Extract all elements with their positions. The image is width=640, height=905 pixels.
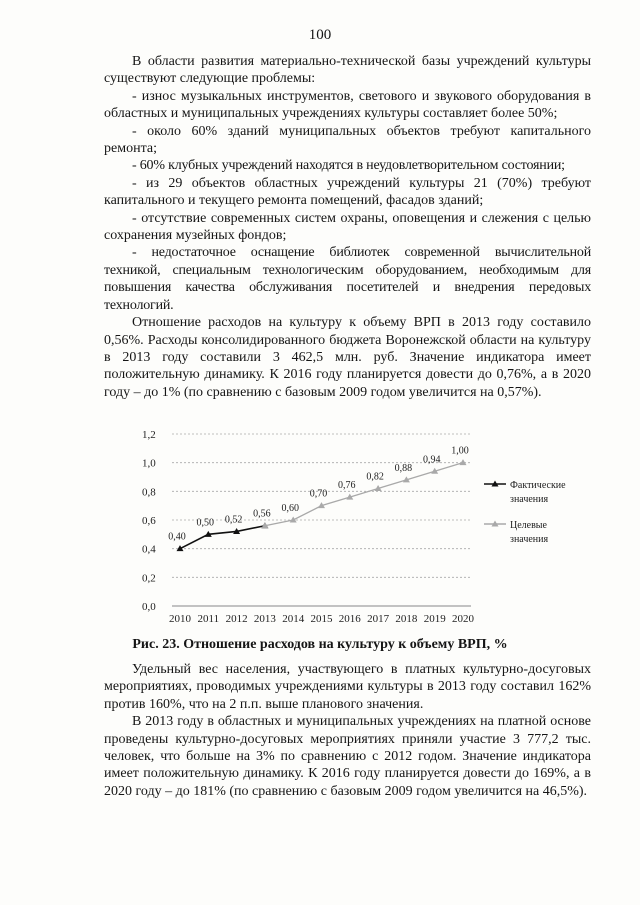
problem-item: - около 60% зданий муниципальных объектов требуют капитального ремонта; — [104, 123, 591, 157]
series-line-actual — [180, 526, 265, 549]
data-label: 0,76 — [338, 480, 356, 492]
paragraph-events: В 2013 году в областных и муниципальных учреждениях на платной основе проведены культурно-досуговых мероприятиях приняли участие 3 777,2 тыс. человек, что больше на 3% по сравнению с 2012 годом. Значение индикатора имеет положительную динамику. К 2016 году планируется довести до 169%, а в 2020 году – до 181% (по сравнению с базовым 2009 годом увеличится на 46,5%). — [104, 714, 591, 799]
paragraph-participation: Удельный вес населения, участвующего в платных культурно-досуговых мероприятиях, проводимых учреждениями культуры в 2013 году составил 162% против 160%, что на 2 п.п. выше планового значения. — [104, 662, 591, 712]
x-tick-label: 2016 — [338, 613, 361, 625]
problem-item: - недостаточное оснащение библиотек современной вычислительной техникой, специальным технологическим оборудованием, необходимым для повышения качества обслуживания посетителей и внедрения передовых технологий. — [104, 245, 591, 313]
y-tick-label: 1,0 — [142, 457, 156, 470]
x-tick-label: 2011 — [197, 613, 220, 625]
y-tick-label: 0,0 — [142, 601, 156, 613]
chart-container — [104, 420, 591, 635]
ratio-paragraph: Отношение расходов на культуру к объему ВРП в 2013 году составило 0,56%. Расходы консолидированного бюджета Воронежской области на культуру в 2013 году составили 3 462,5 млн. руб. Значение индикатора имеет положительную динамику. К 2016 году планируется довести до 0,76%, а в 2020 году – до 1% (по сравнению с базовым 2009 годом увеличится на 0,57%). — [104, 315, 591, 400]
line-chart — [104, 420, 591, 635]
problem-item: - из 29 объектов областных учреждений культуры 21 (70%) требуют капитального и текущего ремонта помещений, фасадов зданий; — [104, 175, 591, 209]
x-tick-label: 2019 — [423, 613, 446, 625]
data-label: 0,40 — [168, 531, 186, 543]
data-label: 1,00 — [451, 445, 469, 457]
data-label: 0,60 — [281, 503, 299, 514]
legend-label: Целевые — [510, 520, 547, 531]
figure-caption: Рис. 23. Отношение расходов на культуру к объему ВРП, % — [132, 637, 508, 652]
data-label: 0,56 — [253, 508, 271, 520]
data-label: 0,94 — [422, 454, 441, 466]
y-tick-label: 0,4 — [142, 543, 156, 556]
y-tick-label: 0,8 — [142, 486, 156, 499]
x-tick-label: 2015 — [310, 613, 333, 625]
data-label: 0,88 — [394, 462, 413, 474]
data-label: 0,82 — [366, 471, 384, 483]
problem-item: - отсутствие современных систем охраны, оповещения и слежения с целью сохранения музейных фондов; — [104, 210, 591, 244]
y-tick-label: 1,2 — [142, 429, 156, 441]
bottom-text-block — [104, 661, 591, 800]
page-number: 100 — [308, 27, 332, 43]
data-label: 0,70 — [309, 488, 328, 500]
top-text-block — [104, 53, 591, 401]
data-point — [460, 459, 467, 465]
legend-label: значения — [510, 534, 549, 545]
x-tick-label: 2013 — [253, 613, 276, 625]
problem-item: - 60% клубных учреждений находятся в неудовлетворительном состоянии; — [132, 158, 565, 174]
data-point — [290, 517, 297, 523]
legend-label: значения — [510, 494, 549, 505]
x-tick-label: 2010 — [169, 613, 191, 625]
x-tick-label: 2014 — [282, 613, 305, 625]
intro-paragraph: В области развития материально-технической базы учреждений культуры существуют следующие проблемы: — [104, 54, 591, 87]
x-tick-label: 2020 — [452, 613, 474, 625]
x-tick-label: 2012 — [225, 613, 248, 625]
legend-label: Фактические — [510, 480, 566, 491]
x-tick-label: 2018 — [395, 613, 418, 625]
data-label: 0,50 — [196, 517, 215, 529]
x-tick-label: 2017 — [367, 613, 390, 625]
data-label: 0,52 — [224, 514, 243, 526]
y-tick-label: 0,2 — [142, 572, 156, 585]
y-tick-label: 0,6 — [142, 515, 156, 527]
problem-item: - износ музыкальных инструментов, светового и звукового оборудования в областных и муниципальных учреждениях культуры составляет более 50%; — [104, 88, 591, 122]
